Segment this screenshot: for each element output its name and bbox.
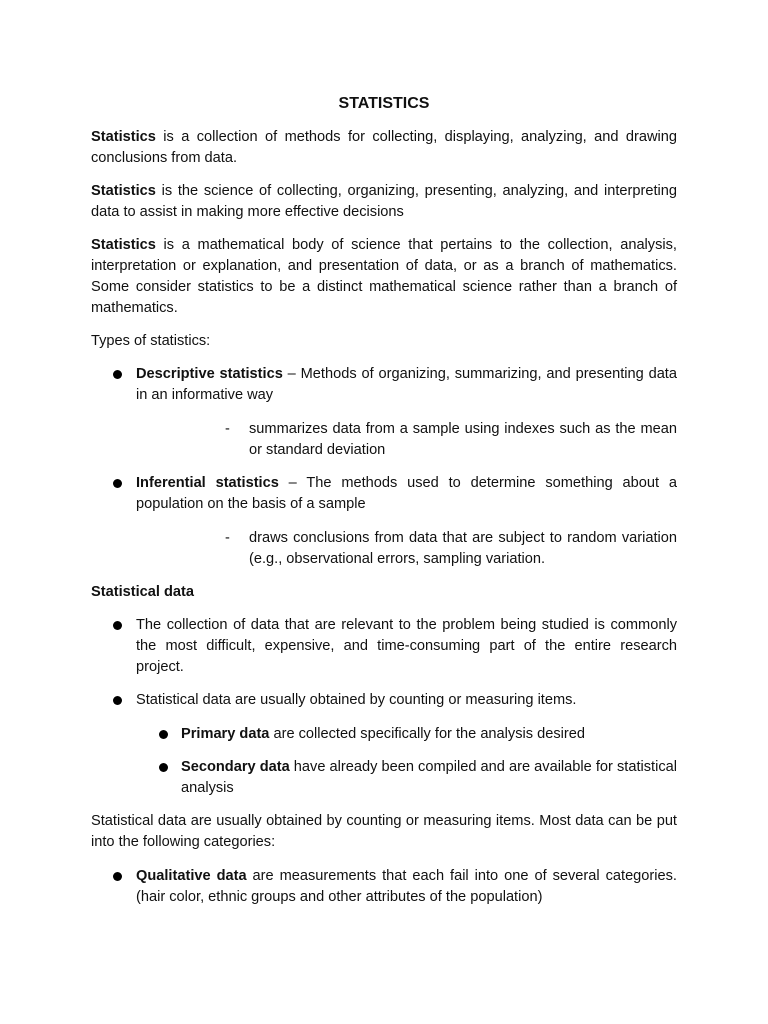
bullet-icon	[113, 872, 122, 881]
bullet-icon	[113, 621, 122, 630]
type-text: – The methods used to determine something about a population on the basis of a sample	[136, 475, 677, 512]
source-text: have already been compiled and are available for statistical analysis	[181, 759, 677, 796]
definition-term: Statistics	[91, 237, 156, 253]
sub-item-text: summarizes data from a sample using indexes such as the mean or standard deviation	[249, 421, 677, 458]
list-item	[91, 866, 677, 908]
list-item	[91, 364, 677, 406]
list-item	[91, 473, 677, 515]
types-heading: Types of statistics:	[91, 333, 211, 349]
categories-intro: Statistical data are usually obtained by counting or measuring items. Most data can be put into the following categories:	[91, 813, 677, 850]
category-text: are measurements that each fail into one of several categories. (hair color, ethnic groups and other attributes of the population)	[136, 868, 677, 905]
type-term: Inferential statistics	[136, 475, 279, 491]
list-item-text: Statistical data are usually obtained by counting or measuring items.	[136, 692, 577, 708]
type-term: Descriptive statistics	[136, 366, 283, 382]
section-heading: Statistical data	[91, 584, 195, 600]
definition-text: is a mathematical body of science that pertains to the collection, analysis, interpretation or explanation, and presentation of data, or as a branch of mathematics. Some consider statistics to be a distinct mathematical science rather than a branch of mathematics.	[91, 237, 677, 316]
definition-term: Statistics	[91, 129, 156, 145]
nested-list-item	[91, 724, 677, 745]
definition-term: Statistics	[91, 183, 156, 199]
list-item-text: The collection of data that are relevant to the problem being studied is commonly the most difficult, expensive, and time-consuming part of the entire research project.	[136, 617, 677, 675]
page-title: STATISTICS	[338, 95, 430, 112]
bullet-icon	[113, 370, 122, 379]
sub-item-text: draws conclusions from data that are subject to random variation (e.g., observational errors, sampling variation.	[249, 530, 677, 567]
source-term: Primary data	[181, 726, 270, 742]
bullet-icon	[113, 479, 122, 488]
list-item	[91, 615, 677, 678]
definition-paragraph	[91, 181, 677, 223]
list-item	[91, 690, 677, 711]
category-term: Qualitative data	[136, 868, 247, 884]
sub-list-item	[91, 419, 677, 461]
dash-marker: -	[225, 421, 230, 437]
source-text: are collected specifically for the analysis desired	[269, 726, 585, 742]
bullet-icon	[113, 696, 122, 705]
dash-marker: -	[225, 530, 230, 546]
sub-list-item	[91, 528, 677, 570]
type-text: – Methods of organizing, summarizing, and presenting data in an informative way	[136, 366, 677, 403]
definition-text: is a collection of methods for collecting, displaying, analyzing, and drawing conclusions from data.	[91, 129, 677, 166]
definition-paragraph	[91, 127, 677, 169]
bullet-icon	[159, 763, 168, 772]
document-body	[91, 93, 677, 908]
definition-paragraph	[91, 235, 677, 319]
bullet-icon	[159, 730, 168, 739]
source-term: Secondary data	[181, 759, 290, 775]
definition-text: is the science of collecting, organizing, presenting, analyzing, and interpreting data to assist in making more effective decisions	[91, 183, 677, 220]
nested-list-item	[91, 757, 677, 799]
